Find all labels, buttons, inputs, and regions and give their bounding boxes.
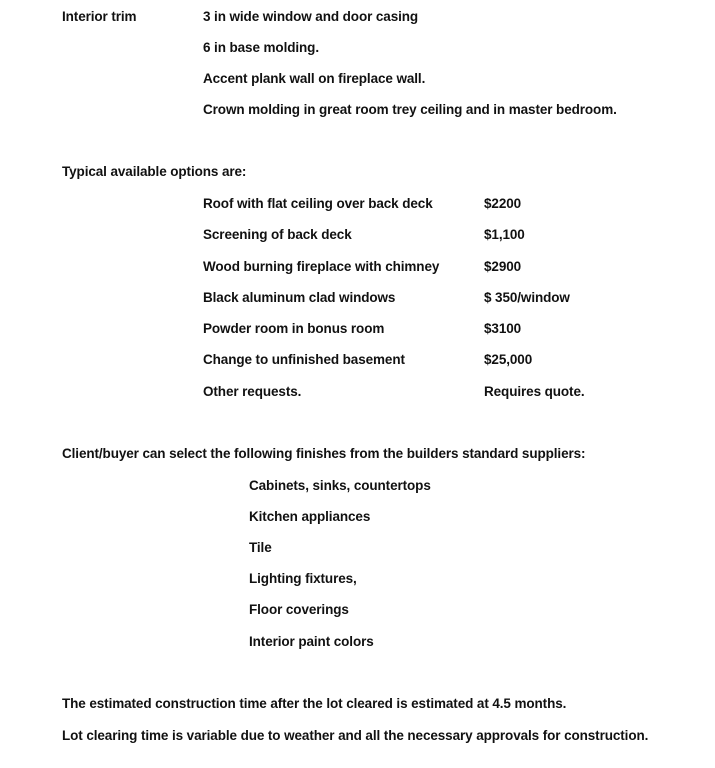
trim-item: 3 in wide window and door casing <box>203 9 419 24</box>
option-name: Wood burning fireplace with chimney <box>203 259 440 274</box>
option-name: Black aluminum clad windows <box>203 290 396 305</box>
option-price: $2900 <box>484 259 522 274</box>
options-heading: Typical available options are: <box>62 164 247 179</box>
option-name: Screening of back deck <box>203 227 352 242</box>
option-name: Change to unfinished basement <box>203 352 405 367</box>
finishes-heading: Client/buyer can select the following finishes from the builders standard suppliers: <box>62 446 586 461</box>
option-price: $ 350/window <box>484 290 570 305</box>
option-price: Requires quote. <box>484 384 585 399</box>
finish-item: Cabinets, sinks, countertops <box>249 478 431 493</box>
lot-clearing-note: Lot clearing time is variable due to weather and all the necessary approvals for construction. <box>62 728 649 743</box>
option-price: $1,100 <box>484 227 525 242</box>
finish-item: Tile <box>249 540 272 555</box>
trim-item: Accent plank wall on fireplace wall. <box>203 71 426 86</box>
interior-trim-label: Interior trim <box>62 9 137 24</box>
finish-item: Floor coverings <box>249 602 349 617</box>
trim-item: Crown molding in great room trey ceiling and in master bedroom. <box>203 102 617 117</box>
option-price: $2200 <box>484 196 522 211</box>
finish-item: Lighting fixtures, <box>249 571 357 586</box>
option-name: Powder room in bonus room <box>203 321 385 336</box>
option-price: $25,000 <box>484 352 533 367</box>
option-name: Other requests. <box>203 384 302 399</box>
construction-time-note: The estimated construction time after the lot cleared is estimated at 4.5 months. <box>62 696 567 711</box>
trim-item: 6 in base molding. <box>203 40 319 55</box>
option-name: Roof with flat ceiling over back deck <box>203 196 433 211</box>
finish-item: Interior paint colors <box>249 634 374 649</box>
finish-item: Kitchen appliances <box>249 509 371 524</box>
option-price: $3100 <box>484 321 522 336</box>
